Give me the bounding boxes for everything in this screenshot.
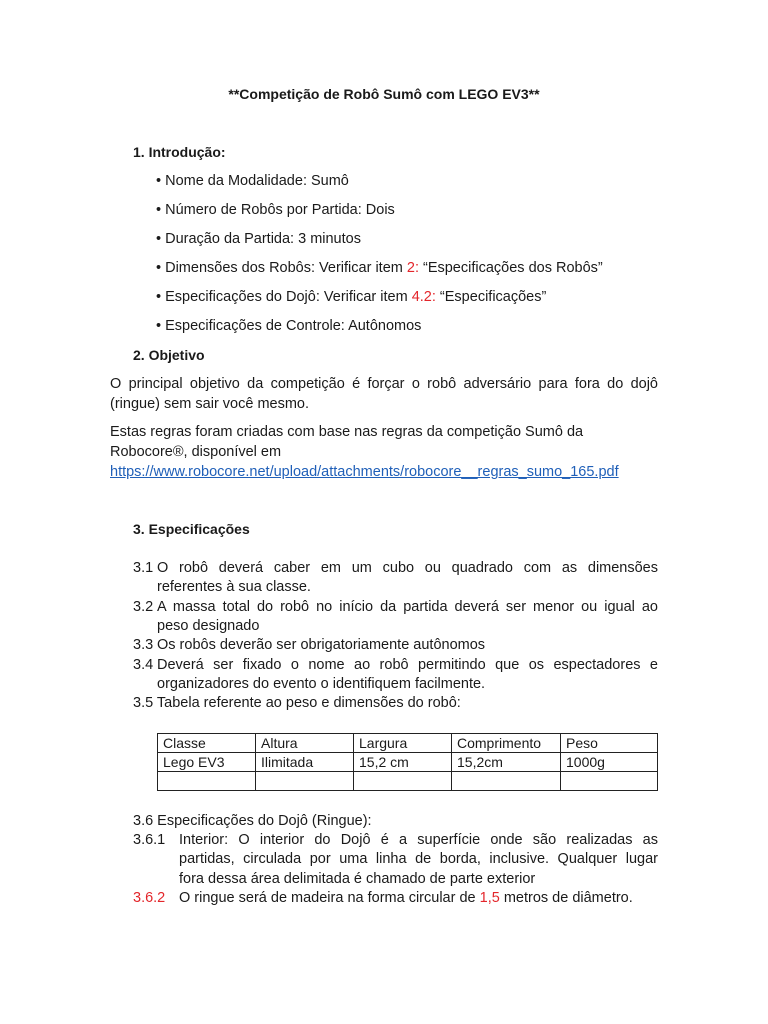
dojo-text: • Especificações do Dojô: Verificar item: [156, 289, 412, 305]
spec-3-6-2-number: 3.6.2: [133, 890, 166, 906]
spec-3-6-1-number: 3.6.1: [133, 832, 166, 848]
ringue-unit-text: metros de diâmetro.: [499, 890, 633, 906]
spec-3-6-1-line1: Interior: O interior do Dojô é a superfície onde são realizadas as: [179, 832, 658, 848]
intro-bullet-dimensoes: [156, 260, 603, 276]
dimensoes-ref: 2:: [406, 260, 419, 276]
table-cell: [256, 772, 354, 791]
spec-3-1-line1: O robô deverá caber em um cubo ou quadrado com as dimensões: [157, 560, 658, 576]
robot-spec-table: [157, 733, 658, 791]
table-cell: [158, 772, 256, 791]
spec-3-1-number: 3.1: [133, 560, 154, 576]
intro-bullet-duracao: • Duração da Partida: 3 minutos: [156, 231, 361, 247]
table-cell: [452, 772, 561, 791]
spec-3-4-number: 3.4: [133, 657, 154, 673]
spec-3-2-line2: peso designado: [157, 618, 260, 634]
dojo-ref: 4.2:: [411, 289, 436, 305]
table-cell: [561, 772, 658, 791]
page-title: **Competição de Robô Sumô com LEGO EV3**: [228, 86, 540, 102]
objective-paragraph-line2: (ringue) sem sair você mesmo.: [110, 396, 310, 412]
intro-bullet-robos: • Número de Robôs por Partida: Dois: [156, 202, 395, 218]
spec-3-3-line1: Os robôs deverão ser obrigatoriamente autônomos: [157, 637, 486, 653]
table-cell: 1000g: [561, 753, 658, 772]
dojo-title: “Especificações”: [435, 289, 547, 305]
intro-bullet-controle: • Especificações de Controle: Autônomos: [156, 318, 422, 334]
section-specs-heading: 3. Especificações: [133, 521, 250, 537]
dimensoes-text: • Dimensões dos Robôs: Verificar item: [156, 260, 407, 276]
table-cell: [354, 772, 452, 791]
spec-3-6-1-line3: fora dessa área delimitada é chamado de parte exterior: [179, 871, 536, 887]
table-header-cell: Peso: [561, 734, 658, 753]
intro-bullet-dojo: [156, 289, 546, 305]
spec-3-1-line2: referentes à sua classe.: [157, 579, 311, 595]
objective-paragraph-line1: O principal objetivo da competição é forçar o robô adversário para fora do dojô: [110, 376, 658, 392]
spec-3-6: 3.6 Especificações do Dojô (Ringue):: [133, 813, 372, 829]
table-header-cell: Comprimento: [452, 734, 561, 753]
spec-3-5: 3.5 Tabela referente ao peso e dimensões do robô:: [133, 695, 461, 711]
table-cell: 15,2 cm: [354, 753, 452, 772]
ringue-text: O ringue será de madeira na forma circular de: [179, 890, 480, 906]
table-header-cell: Largura: [354, 734, 452, 753]
rules-source-line2: Robocore®, disponível em: [110, 444, 282, 460]
spec-3-2-line1: A massa total do robô no início da partida deverá ser menor ou igual ao: [157, 599, 658, 615]
spec-3-4-line2: organizadores do evento o identifiquem facilmente.: [157, 676, 486, 692]
table-header-row: [158, 734, 658, 753]
rules-link[interactable]: https://www.robocore.net/upload/attachments/robocore__regras_sumo_165.pdf: [110, 464, 619, 480]
spec-3-6-2-line1: [179, 890, 633, 906]
table-row: [158, 753, 658, 772]
section-objective-heading: 2. Objetivo: [133, 347, 205, 363]
table-header-cell: Classe: [158, 734, 256, 753]
spec-3-6-1-line2: partidas, circulada por uma linha de borda, inclusive. Qualquer lugar: [179, 851, 658, 867]
ringue-diameter-value: 1,5: [479, 890, 500, 906]
table-cell: 15,2cm: [452, 753, 561, 772]
section-intro-heading: 1. Introdução:: [133, 144, 226, 160]
spec-3-4-line1: Deverá ser fixado o nome ao robô permitindo que os espectadores e: [157, 657, 658, 673]
table-cell: Ilimitada: [256, 753, 354, 772]
table-cell: Lego EV3: [158, 753, 256, 772]
spec-3-3-number: 3.3: [133, 637, 154, 653]
dimensoes-title: “Especificações dos Robôs”: [418, 260, 603, 276]
spec-3-2-number: 3.2: [133, 599, 154, 615]
intro-bullet-modalidade: • Nome da Modalidade: Sumô: [156, 173, 349, 189]
table-row: [158, 772, 658, 791]
table-header-cell: Altura: [256, 734, 354, 753]
rules-source-line1: Estas regras foram criadas com base nas regras da competição Sumô da: [110, 424, 584, 440]
